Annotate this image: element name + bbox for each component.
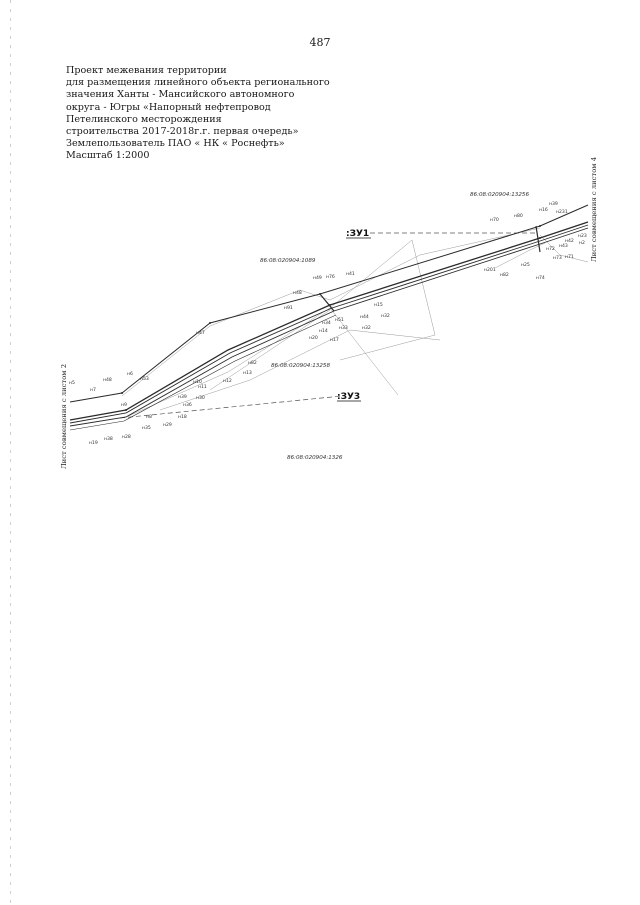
point-label: н73	[553, 256, 562, 261]
sheet-reference-left: Лист совмещения с листом 2	[60, 363, 68, 469]
title-line: строительства 2017-2018г.г. первая очередь»	[66, 126, 299, 138]
point-label: н32	[381, 314, 390, 319]
point-label: н231	[556, 210, 568, 215]
point-marker	[539, 237, 541, 239]
point-label: н9	[121, 403, 127, 408]
title-line: для размещения линейного объекта регионального	[66, 77, 330, 89]
page-number: 487	[309, 36, 331, 49]
point-marker	[209, 322, 211, 324]
point-label: н72	[546, 247, 555, 252]
point-label: н28	[122, 435, 131, 440]
point-label: н70	[490, 218, 499, 223]
point-label: н19	[89, 441, 98, 446]
cadastral-number: 86:08:020904:1089	[260, 258, 316, 264]
title-line: округа - Югры «Напорный нефтепровод	[66, 101, 271, 113]
point-marker	[319, 293, 321, 295]
point-label: н17	[330, 338, 339, 343]
boundary-line	[495, 243, 545, 268]
point-label: н23	[578, 234, 587, 239]
point-label: н49	[313, 276, 322, 281]
title-line: Проект межевания территории	[66, 65, 227, 76]
point-label: н32	[362, 326, 371, 331]
point-label: н16	[539, 208, 548, 213]
point-label: н201	[484, 268, 496, 273]
point-label: н47	[196, 331, 205, 336]
cadastral-number: 86:08:020904:13258	[271, 363, 331, 369]
point-label: н44	[360, 315, 369, 320]
point-marker	[329, 304, 331, 306]
title-line: Масштаб 1:2000	[66, 150, 150, 162]
point-label: н48	[103, 378, 112, 383]
point-label: н74	[536, 276, 545, 281]
point-label: н15	[374, 303, 383, 308]
point-label: н13	[243, 371, 252, 376]
point-label: н82	[248, 361, 257, 366]
title-line: значения Ханты - Мансийского автономного	[66, 89, 295, 101]
point-label: н39	[549, 202, 558, 207]
pipeline-corridor	[70, 205, 588, 430]
point-label: н41	[346, 272, 355, 277]
point-label: н25	[521, 263, 530, 268]
point-label: н30	[196, 396, 205, 401]
point-marker	[125, 409, 127, 411]
point-label: н35	[142, 426, 151, 431]
survey-point-markers	[121, 225, 541, 411]
point-label: н8	[146, 415, 152, 420]
point-label: н29	[163, 423, 172, 428]
point-label: н42	[565, 239, 574, 244]
point-label: н43	[559, 244, 568, 249]
point-label: н71	[565, 255, 574, 260]
point-label: н11	[198, 385, 207, 390]
point-marker	[121, 392, 123, 394]
title-line: Землепользователь ПАО « НК « Роснефть»	[66, 138, 285, 150]
point-label: н7	[90, 388, 96, 393]
point-label: н80	[514, 214, 523, 219]
point-label: н12	[223, 379, 232, 384]
point-label: н53	[140, 377, 149, 382]
point-label: н48	[293, 291, 302, 296]
corridor-edge	[70, 228, 588, 426]
point-marker	[539, 225, 541, 227]
boundary-rays	[122, 228, 588, 418]
point-label: н6	[127, 372, 133, 377]
point-label: н10	[193, 380, 202, 385]
leader-line-zu3	[120, 396, 342, 418]
point-label: н34	[322, 321, 331, 326]
point-label: н91	[284, 306, 293, 311]
point-label: н18	[178, 415, 187, 420]
point-label: н39	[178, 395, 187, 400]
point-label: н33	[339, 326, 348, 331]
point-label: н20	[309, 336, 318, 341]
cadastral-number: 86:08:020904:13256	[470, 192, 530, 198]
point-label: н36	[183, 403, 192, 408]
cadastral-number: 86:08:020904:1326	[287, 455, 343, 461]
survey-points	[69, 201, 587, 446]
point-label: н51	[335, 318, 344, 323]
sheet-reference-right: Лист совмещения с листом 4	[590, 156, 598, 262]
point-label: н76	[326, 275, 335, 280]
title-line: Петелинского месторождения	[66, 113, 222, 125]
point-label: н5	[69, 381, 75, 386]
parcel-label: :ЗУ3	[337, 392, 361, 402]
point-label: н38	[104, 437, 113, 442]
point-label: н2	[579, 241, 585, 246]
point-label: н82	[500, 273, 509, 278]
parcel-label: :ЗУ1	[346, 229, 370, 239]
point-label: н14	[319, 329, 328, 334]
